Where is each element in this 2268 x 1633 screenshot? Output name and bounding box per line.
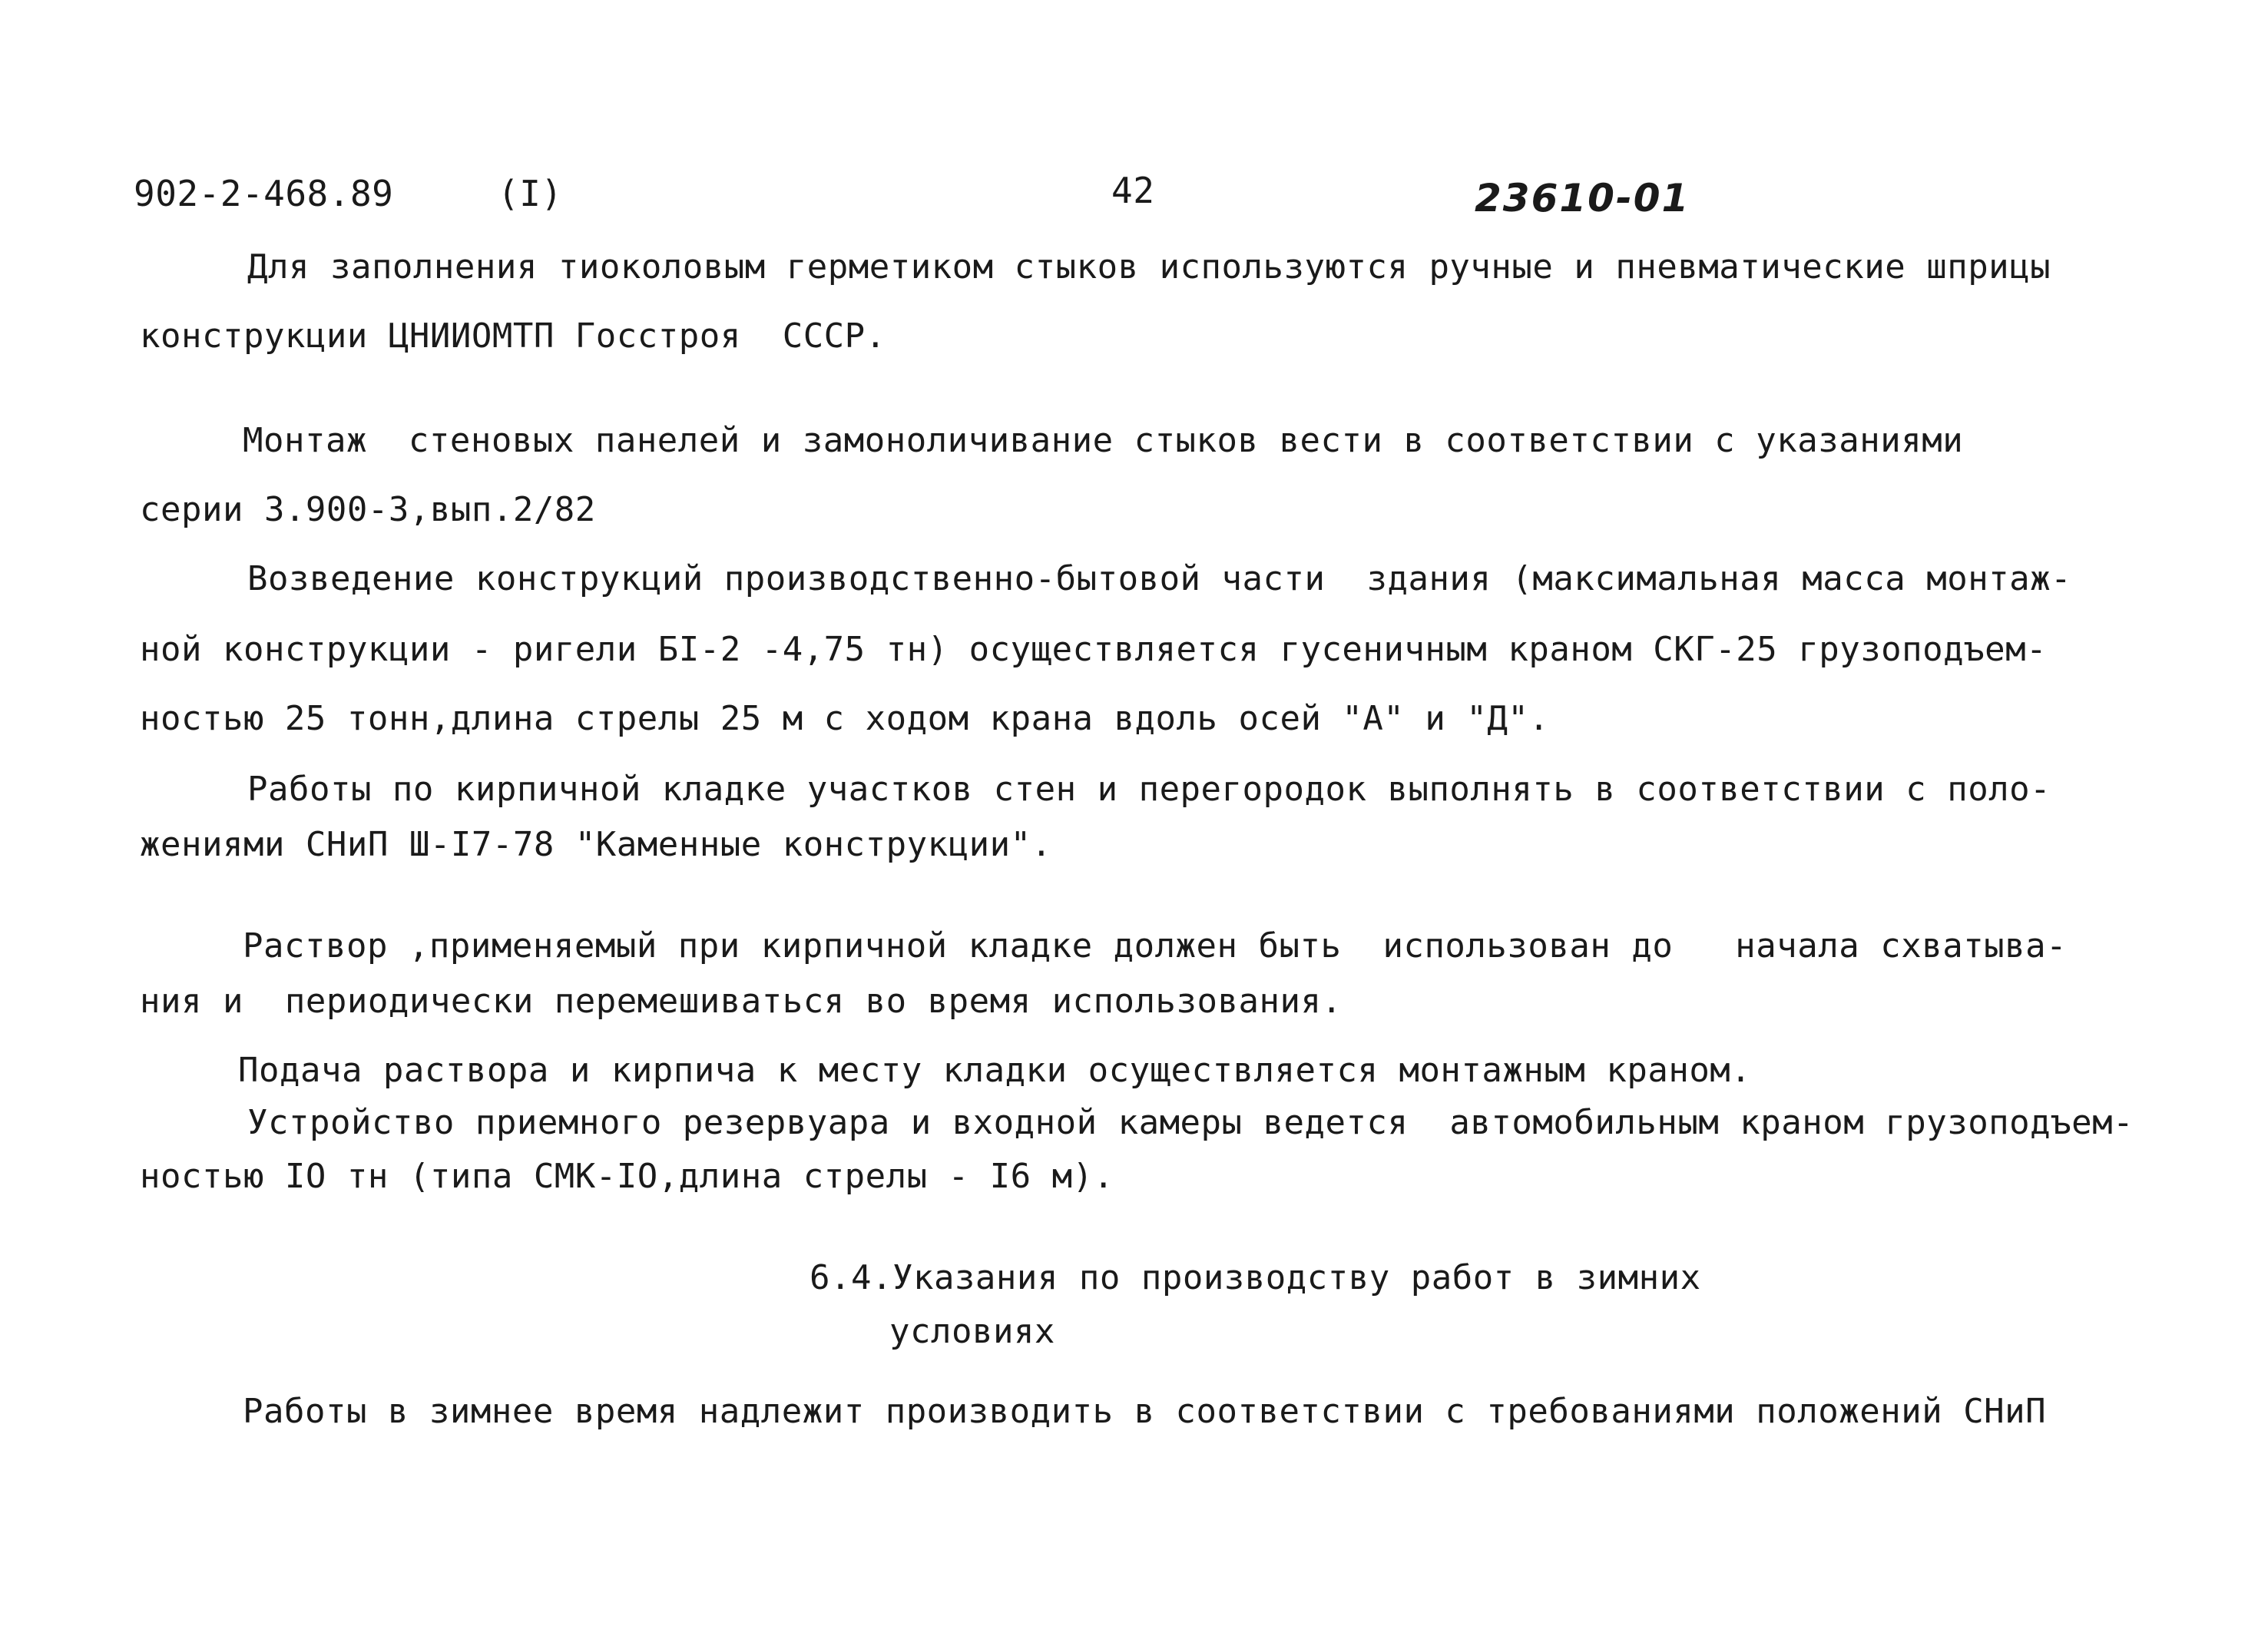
paragraph-erection-line-1: Возведение конструкций производственно-бытовой части здания (максимальная масса монтаж- [247, 559, 2072, 598]
paragraph-reservoir-line-2: ностью IO тн (типа СМК-IO,длина стрелы - I6 м). [140, 1157, 1114, 1196]
paragraph-panels-line-2: серии 3.900-3,вып.2/82 [140, 490, 596, 529]
paragraph-mortar-line-1: Раствор ,применяемый при кирпичной кладке должен быть использован до начала схватыва- [243, 926, 2068, 966]
paragraph-sealant-line-2: конструкции ЦНИИОМТП Госстроя СССР. [140, 316, 886, 356]
inventory-stamp: 23610-01 [1475, 176, 1690, 220]
paragraph-erection-line-3: ностью 25 тонн,длина стрелы 25 м с ходом крана вдоль осей "А" и "Д". [140, 699, 1550, 738]
paragraph-reservoir-line-1: Устройство приемного резервуара и входной камеры ведется автомобильным краном грузоподъем- [247, 1103, 2134, 1142]
paragraph-supply-line-1: Подача раствора и кирпича к месту кладки осуществляется монтажным краном. [238, 1051, 1752, 1090]
document-code: 902-2-468.89 [134, 173, 394, 214]
paragraph-sealant-line-1: Для заполнения тиоколовым герметиком стыков используются ручные и пневматические шприцы [247, 247, 2051, 287]
section-heading-line-1: 6.4.Указания по производству работ в зимних [810, 1258, 1701, 1297]
paragraph-panels-line-1: Монтаж стеновых панелей и замоноличивание стыков вести в соответствии с указаниями [243, 421, 1964, 460]
paragraph-erection-line-2: ной конструкции - ригели БI-2 -4,75 тн) осуществляется гусеничным краном СКГ-25 грузоподъем- [140, 630, 2048, 669]
paragraph-mortar-line-2: ния и периодически перемешиваться во время использования. [140, 982, 1343, 1021]
document-part: (I) [498, 173, 563, 214]
section-heading-line-2: условиях [889, 1312, 1055, 1351]
paragraph-masonry-line-2: жениями СНиП Ш-I7-78 "Каменные конструкции". [140, 825, 1052, 864]
paragraph-winter-line-1: Работы в зимнее время надлежит производить в соответствии с требованиями положений СНиП [243, 1392, 2047, 1431]
paragraph-masonry-line-1: Работы по кирпичной кладке участков стен и перегородок выполнять в соответствии с поло- [247, 770, 2051, 809]
page-number: 42 [1111, 170, 1155, 211]
